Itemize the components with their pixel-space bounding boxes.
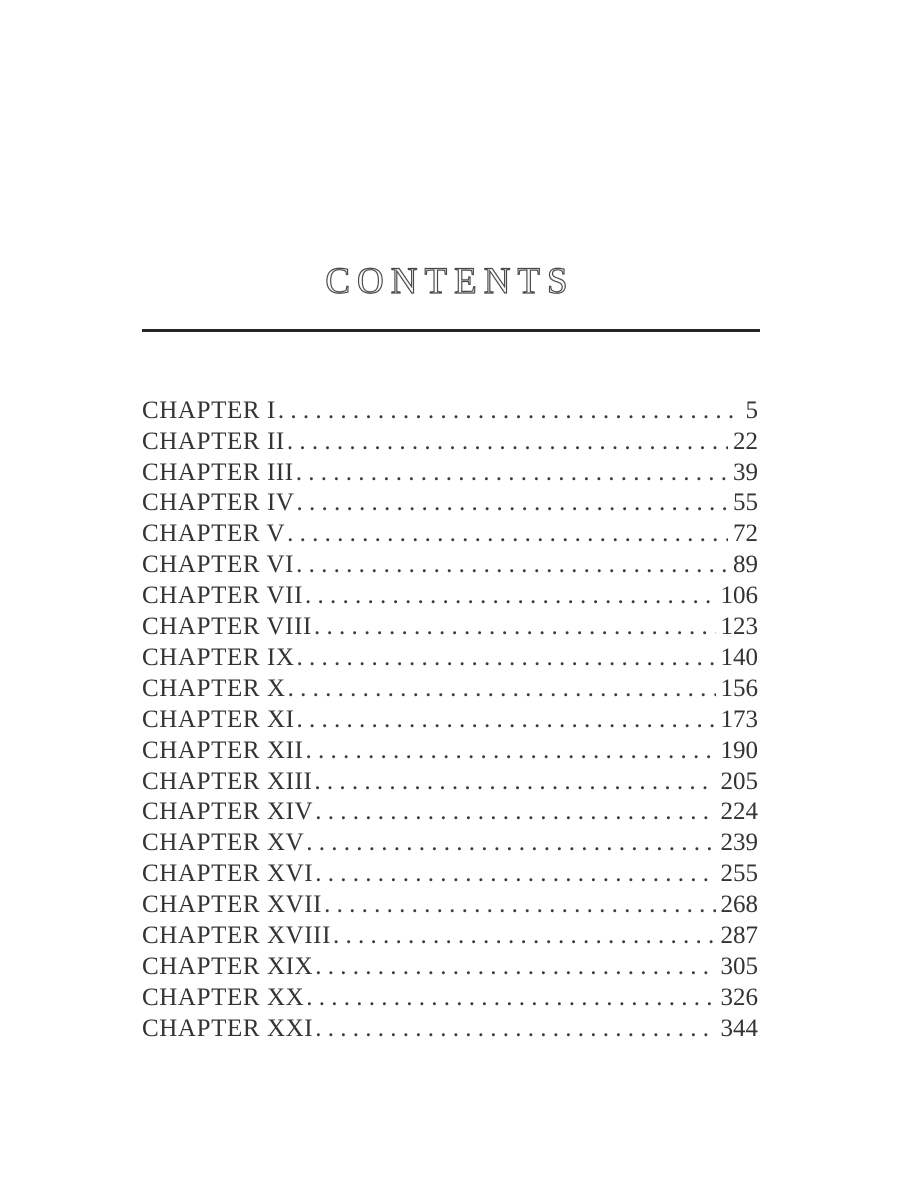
dot-leader xyxy=(278,396,741,427)
page-number: 224 xyxy=(720,798,758,826)
page-number: 205 xyxy=(720,767,758,795)
page-number: 255 xyxy=(720,860,758,888)
dot-leader xyxy=(315,1014,715,1045)
dot-leader xyxy=(287,427,728,458)
page-number: 239 xyxy=(720,829,758,857)
dot-leader xyxy=(324,890,715,921)
dot-leader xyxy=(315,952,715,983)
dot-leader xyxy=(297,488,728,519)
toc-row xyxy=(142,612,758,643)
chapter-label: CHAPTER XIV xyxy=(142,798,314,826)
page-number: 326 xyxy=(720,983,758,1011)
content-column xyxy=(142,0,758,1045)
page-number: 55 xyxy=(733,489,758,517)
chapter-label: CHAPTER XV xyxy=(142,829,305,857)
page-number: 39 xyxy=(733,458,758,486)
toc-row xyxy=(142,890,758,921)
page-number: 156 xyxy=(720,674,758,702)
toc-row xyxy=(142,396,758,427)
toc-row xyxy=(142,1014,758,1045)
toc-row xyxy=(142,581,758,612)
chapter-label: CHAPTER XIX xyxy=(142,953,314,980)
dot-leader xyxy=(315,797,715,828)
toc-row xyxy=(142,983,758,1014)
chapter-label: CHAPTER IX xyxy=(142,643,295,671)
chapter-label: CHAPTER XVII xyxy=(142,891,323,919)
page-number: 305 xyxy=(720,953,758,980)
title-divider xyxy=(142,329,760,332)
chapter-label: CHAPTER II xyxy=(142,427,285,455)
toc-row xyxy=(142,488,758,519)
toc-row xyxy=(142,767,758,798)
dot-leader xyxy=(306,828,715,859)
dot-leader xyxy=(287,519,728,550)
dot-leader xyxy=(333,921,715,952)
toc-row xyxy=(142,921,758,952)
chapter-label: CHAPTER IV xyxy=(142,489,295,517)
toc-row xyxy=(142,674,758,705)
chapter-label: CHAPTER XI xyxy=(142,705,295,733)
dot-leader xyxy=(297,705,716,736)
page-title: CONTENTS xyxy=(325,261,575,302)
chapter-label: CHAPTER V xyxy=(142,520,286,548)
page-number: 140 xyxy=(720,643,758,671)
page-number: 89 xyxy=(733,551,758,579)
dot-leader xyxy=(296,458,728,489)
toc-row xyxy=(142,705,758,736)
chapter-label: CHAPTER III xyxy=(142,458,294,486)
toc-row xyxy=(142,519,758,550)
page-number: 173 xyxy=(720,705,758,733)
page-number: 123 xyxy=(720,613,758,641)
toc-row xyxy=(142,643,758,674)
page-number: 22 xyxy=(733,427,758,455)
toc-row xyxy=(142,458,758,489)
dot-leader xyxy=(296,550,728,581)
chapter-label: CHAPTER XII xyxy=(142,736,304,764)
chapter-label: CHAPTER VI xyxy=(142,551,295,579)
toc-row xyxy=(142,859,758,890)
toc-row xyxy=(142,952,758,983)
toc-row xyxy=(142,736,758,767)
chapter-label: CHAPTER I xyxy=(142,396,276,424)
dot-leader xyxy=(288,674,716,705)
chapter-label: CHAPTER XX xyxy=(142,983,305,1011)
table-of-contents xyxy=(142,396,758,1045)
page-number: 344 xyxy=(720,1014,758,1042)
toc-row xyxy=(142,797,758,828)
dot-leader xyxy=(306,983,715,1014)
toc-row xyxy=(142,828,758,859)
dot-leader xyxy=(305,736,715,767)
page-number: 190 xyxy=(720,736,758,764)
dot-leader xyxy=(314,612,716,643)
chapter-label: CHAPTER VII xyxy=(142,582,304,610)
toc-row xyxy=(142,550,758,581)
page-number: 268 xyxy=(720,891,758,919)
dot-leader xyxy=(305,581,715,612)
page-number: 72 xyxy=(733,520,758,548)
chapter-label: CHAPTER XIII xyxy=(142,767,313,795)
chapter-label: CHAPTER X xyxy=(142,674,286,702)
chapter-label: CHAPTER XVIII xyxy=(142,922,332,950)
chapter-label: CHAPTER VIII xyxy=(142,613,312,641)
dot-leader xyxy=(315,859,715,890)
dot-leader xyxy=(297,643,716,674)
chapter-label: CHAPTER XXI xyxy=(142,1014,314,1042)
chapter-label: CHAPTER XVI xyxy=(142,860,314,888)
toc-row xyxy=(142,427,758,458)
page-number: 287 xyxy=(720,922,758,950)
dot-leader xyxy=(314,767,715,798)
page-number: 106 xyxy=(720,582,758,610)
page-number: 5 xyxy=(745,396,758,424)
